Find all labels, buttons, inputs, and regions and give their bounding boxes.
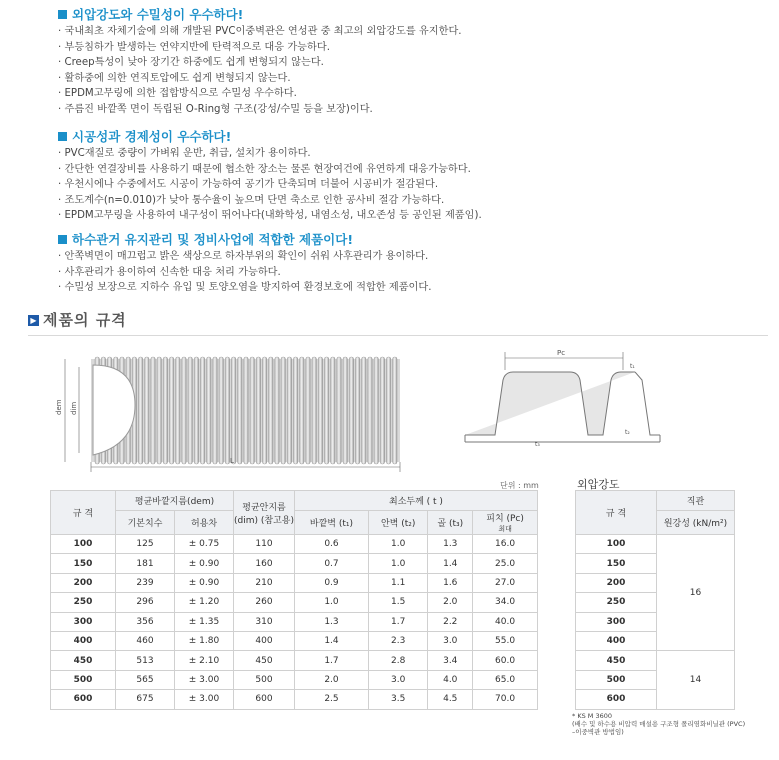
length-label: L bbox=[230, 457, 234, 465]
pipe-rib bbox=[300, 357, 304, 464]
table-cell: 181 bbox=[116, 554, 175, 573]
table-cell: 1.1 bbox=[368, 573, 427, 592]
list-item: · 조도계수(n=0.010)가 낮아 통수율이 높으며 단면 축소로 인한 공사비 절감 가능하다. bbox=[58, 193, 482, 209]
table-cell: 2.3 bbox=[368, 631, 427, 650]
table-row bbox=[51, 651, 538, 670]
table-cell: 600 bbox=[234, 690, 295, 709]
table-cell: ± 3.00 bbox=[175, 670, 234, 689]
col-tolerance: 허용차 bbox=[175, 511, 234, 535]
pipe-rib bbox=[318, 357, 322, 464]
list-item: · EPDM고무링을 사용하여 내구성이 뛰어나다(내화학성, 내염소성, 내오존성 등 공인된 제품임). bbox=[58, 208, 482, 224]
pipe-rib bbox=[275, 357, 279, 464]
col-outer-diameter: 평균바깥지름(dem) bbox=[116, 491, 234, 511]
table-cell: 513 bbox=[116, 651, 175, 670]
list-item: · 부등침하가 발생하는 연약지반에 탄력적으로 대응 가능하다. bbox=[58, 40, 462, 56]
table-row bbox=[51, 573, 538, 592]
table-cell: 675 bbox=[116, 690, 175, 709]
pipe-rib bbox=[169, 357, 173, 464]
t3-label: t₃ bbox=[535, 441, 540, 448]
pipe-rib bbox=[151, 357, 155, 464]
pipe-rib bbox=[231, 357, 235, 464]
pitch-label: Pc bbox=[557, 349, 566, 357]
pipe-rib bbox=[256, 357, 260, 464]
pipe-rib bbox=[281, 357, 285, 464]
section-strength bbox=[58, 6, 462, 117]
table-cell: 150 bbox=[576, 554, 657, 573]
table-cell: 310 bbox=[234, 612, 295, 631]
table-cell: 400 bbox=[51, 631, 116, 650]
table-cell: 450 bbox=[576, 651, 657, 670]
strength-value: 14 bbox=[657, 651, 735, 709]
table-cell: 1.7 bbox=[295, 651, 369, 670]
table-cell: 2.5 bbox=[295, 690, 369, 709]
col-inner-diameter: 평균안지름 (dim) (참고용) bbox=[234, 491, 295, 535]
table-cell: 110 bbox=[234, 535, 295, 554]
table-row bbox=[51, 612, 538, 631]
pipe-rib bbox=[225, 357, 229, 464]
strength-table bbox=[575, 490, 735, 710]
wall-profile-diagram bbox=[455, 340, 670, 470]
footnote: * KS M 3600 (배수 및 하수용 비압력 매설용 구조형 폴리염화비닐관 (PVC) –이중벽관 방법임) bbox=[572, 712, 746, 736]
table-cell: 300 bbox=[576, 612, 657, 631]
pipe-rib bbox=[200, 357, 204, 464]
table-cell: 55.0 bbox=[473, 631, 538, 650]
external-strength-label: 외압강도 bbox=[577, 478, 620, 491]
table-cell: ± 1.35 bbox=[175, 612, 234, 631]
pipe-rib bbox=[138, 357, 142, 464]
table-row bbox=[51, 535, 538, 554]
table-cell: 500 bbox=[51, 670, 116, 689]
pipe-rib bbox=[374, 357, 378, 464]
pipe-rib bbox=[219, 357, 223, 464]
table-row bbox=[576, 535, 735, 554]
col-t3: 골 (t₃) bbox=[428, 511, 473, 535]
pipe-rib bbox=[368, 357, 372, 464]
table-cell: 3.0 bbox=[428, 631, 473, 650]
table-cell: 0.6 bbox=[295, 535, 369, 554]
section-construction bbox=[58, 128, 482, 224]
pipe-rib bbox=[386, 357, 390, 464]
table-cell: 1.7 bbox=[368, 612, 427, 631]
table-cell: 250 bbox=[51, 593, 116, 612]
table-cell: 0.9 bbox=[295, 573, 369, 592]
table-cell: 2.2 bbox=[428, 612, 473, 631]
unit-label: 단위 : mm bbox=[500, 481, 539, 490]
pipe-rib bbox=[213, 357, 217, 464]
col-pitch: 피치 (Pc) 최대 bbox=[473, 511, 538, 535]
list-item: · EPDM고무링에 의한 접합방식으로 수밀성 우수하다. bbox=[58, 86, 462, 102]
table-cell: 565 bbox=[116, 670, 175, 689]
table-cell: ± 1.20 bbox=[175, 593, 234, 612]
strength-value: 16 bbox=[657, 535, 735, 651]
list-item: · 안쪽벽면이 매끄럽고 밝은 색상으로 하자부위의 확인이 쉬워 사후관리가 용이하다. bbox=[58, 249, 431, 265]
table-cell: 250 bbox=[576, 593, 657, 612]
pipe-rib bbox=[157, 357, 161, 464]
pipe-rib bbox=[306, 357, 310, 464]
table-cell: 2.8 bbox=[368, 651, 427, 670]
pipe-rib bbox=[244, 357, 248, 464]
pipe-rib bbox=[324, 357, 328, 464]
list-item: · PVC재질로 중량이 가벼워 운반, 취급, 설치가 용이하다. bbox=[58, 146, 482, 162]
pipe-rib bbox=[188, 357, 192, 464]
pipe-rib bbox=[269, 357, 273, 464]
list-item: · 주름진 바깥쪽 면이 독립된 O-Ring형 구조(강성/수밀 등을 보장)이다. bbox=[58, 102, 462, 118]
pipe-rib bbox=[176, 357, 180, 464]
list-item: · 활하중에 의한 연직토압에도 쉽게 변형되지 않는다. bbox=[58, 71, 462, 87]
list-item: · 사후관리가 용이하여 신속한 대응 처리 가능하다. bbox=[58, 265, 431, 281]
pipe-rib bbox=[362, 357, 366, 464]
list-item: · 간단한 연결장비를 사용하기 때문에 협소한 장소는 물론 현장여건에 유연하게 대응가능하다. bbox=[58, 162, 482, 178]
list-item: · 국내최초 자체기술에 의해 개발된 PVC이중벽관은 연성관 중 최고의 외압강도를 유지한다. bbox=[58, 24, 462, 40]
col-strength: 직관 bbox=[657, 491, 735, 511]
section-title: 외압강도와 수밀성이 우수하다! bbox=[58, 6, 462, 24]
table-cell: 600 bbox=[51, 690, 116, 709]
section-maintenance bbox=[58, 231, 431, 296]
pipe-rib bbox=[337, 357, 341, 464]
arrow-box-icon: ▶ bbox=[28, 315, 39, 326]
section-title: 하수관거 유지관리 및 정비사업에 적합한 제품이다! bbox=[58, 231, 431, 249]
table-row bbox=[51, 670, 538, 689]
table-cell: 200 bbox=[576, 573, 657, 592]
list-item: · 수밀성 보장으로 지하수 유입 및 토양오염을 방지하여 환경보호에 적합한 제품이다. bbox=[58, 280, 431, 296]
list-item: · Creep특성이 낮아 장기간 하중에도 쉽게 변형되지 않는다. bbox=[58, 55, 462, 71]
pipe-rib bbox=[207, 357, 211, 464]
table-cell: 40.0 bbox=[473, 612, 538, 631]
pipe-rib bbox=[393, 357, 397, 464]
table-cell: 3.5 bbox=[368, 690, 427, 709]
dem-label: dem bbox=[55, 399, 63, 415]
table-cell: ± 0.75 bbox=[175, 535, 234, 554]
table-cell: 1.0 bbox=[368, 554, 427, 573]
square-bullet-icon bbox=[58, 10, 67, 19]
table-cell: 1.5 bbox=[368, 593, 427, 612]
table-cell: 1.6 bbox=[428, 573, 473, 592]
pipe-rib bbox=[293, 357, 297, 464]
table-row bbox=[576, 651, 735, 670]
table-cell: 400 bbox=[234, 631, 295, 650]
spec-header bbox=[28, 309, 768, 336]
col-base: 기본치수 bbox=[116, 511, 175, 535]
pipe-rib bbox=[194, 357, 198, 464]
col-strength-unit: 원강성 (kN/m²) bbox=[657, 511, 735, 535]
table-cell: 3.4 bbox=[428, 651, 473, 670]
table-cell: 2.0 bbox=[295, 670, 369, 689]
pipe-rib bbox=[250, 357, 254, 464]
table-row bbox=[51, 593, 538, 612]
pipe-rib bbox=[287, 357, 291, 464]
table-cell: 4.0 bbox=[428, 670, 473, 689]
table-cell: 200 bbox=[51, 573, 116, 592]
pipe-rib bbox=[145, 357, 149, 464]
table-cell: 600 bbox=[576, 690, 657, 709]
table-cell: 460 bbox=[116, 631, 175, 650]
table-cell: 260 bbox=[234, 593, 295, 612]
table-cell: 500 bbox=[576, 670, 657, 689]
table-cell: 1.3 bbox=[295, 612, 369, 631]
table-cell: ± 0.90 bbox=[175, 573, 234, 592]
pipe-rib bbox=[380, 357, 384, 464]
pipe-rib bbox=[331, 357, 335, 464]
table-cell: 450 bbox=[234, 651, 295, 670]
square-bullet-icon bbox=[58, 235, 67, 244]
t2-label: t₂ bbox=[625, 429, 630, 436]
table-cell: 34.0 bbox=[473, 593, 538, 612]
pipe-rib bbox=[238, 357, 242, 464]
table-cell: 100 bbox=[576, 535, 657, 554]
table-cell: 16.0 bbox=[473, 535, 538, 554]
table-row bbox=[51, 631, 538, 650]
table-cell: 500 bbox=[234, 670, 295, 689]
col-t2: 안벽 (t₂) bbox=[368, 511, 427, 535]
table-cell: 356 bbox=[116, 612, 175, 631]
table-cell: 210 bbox=[234, 573, 295, 592]
spec-table bbox=[50, 490, 538, 710]
table-cell: 160 bbox=[234, 554, 295, 573]
table-row bbox=[51, 554, 538, 573]
pipe-rib bbox=[163, 357, 167, 464]
table-cell: 4.5 bbox=[428, 690, 473, 709]
table-cell: 1.4 bbox=[295, 631, 369, 650]
pipe-rib bbox=[343, 357, 347, 464]
table-cell: ± 1.80 bbox=[175, 631, 234, 650]
table-cell: 27.0 bbox=[473, 573, 538, 592]
pipe-rib bbox=[349, 357, 353, 464]
col-size: 규 격 bbox=[576, 491, 657, 535]
table-cell: 1.4 bbox=[428, 554, 473, 573]
table-cell: 70.0 bbox=[473, 690, 538, 709]
pipe-rib bbox=[355, 357, 359, 464]
pipe-rib bbox=[182, 357, 186, 464]
table-cell: 300 bbox=[51, 612, 116, 631]
table-cell: 450 bbox=[51, 651, 116, 670]
table-cell: 1.0 bbox=[295, 593, 369, 612]
col-t1: 바깥벽 (t₁) bbox=[295, 511, 369, 535]
table-cell: 125 bbox=[116, 535, 175, 554]
t1-label: t₁ bbox=[630, 363, 635, 370]
section-title: 시공성과 경제성이 우수하다! bbox=[58, 128, 482, 146]
table-cell: 1.3 bbox=[428, 535, 473, 554]
table-cell: 2.0 bbox=[428, 593, 473, 612]
table-cell: ± 2.10 bbox=[175, 651, 234, 670]
table-cell: 400 bbox=[576, 631, 657, 650]
square-bullet-icon bbox=[58, 132, 67, 141]
col-size: 규 격 bbox=[51, 491, 116, 535]
table-cell: ± 0.90 bbox=[175, 554, 234, 573]
pipe-rib bbox=[312, 357, 316, 464]
dim-label: dim bbox=[70, 401, 78, 415]
table-cell: ± 3.00 bbox=[175, 690, 234, 709]
table-cell: 3.0 bbox=[368, 670, 427, 689]
table-cell: 60.0 bbox=[473, 651, 538, 670]
table-cell: 150 bbox=[51, 554, 116, 573]
table-cell: 296 bbox=[116, 593, 175, 612]
pipe-rib bbox=[262, 357, 266, 464]
table-cell: 0.7 bbox=[295, 554, 369, 573]
table-row bbox=[51, 690, 538, 709]
table-cell: 65.0 bbox=[473, 670, 538, 689]
table-cell: 100 bbox=[51, 535, 116, 554]
spec-title: 제품의 규격 bbox=[43, 311, 127, 329]
table-cell: 25.0 bbox=[473, 554, 538, 573]
list-item: · 우천시에나 수중에서도 시공이 가능하여 공기가 단축되며 더불어 시공비가 절감된다. bbox=[58, 177, 482, 193]
table-cell: 239 bbox=[116, 573, 175, 592]
table-cell: 1.0 bbox=[368, 535, 427, 554]
col-min-thickness: 최소두께 ( t ) bbox=[295, 491, 538, 511]
pipe-side-diagram bbox=[55, 345, 415, 475]
